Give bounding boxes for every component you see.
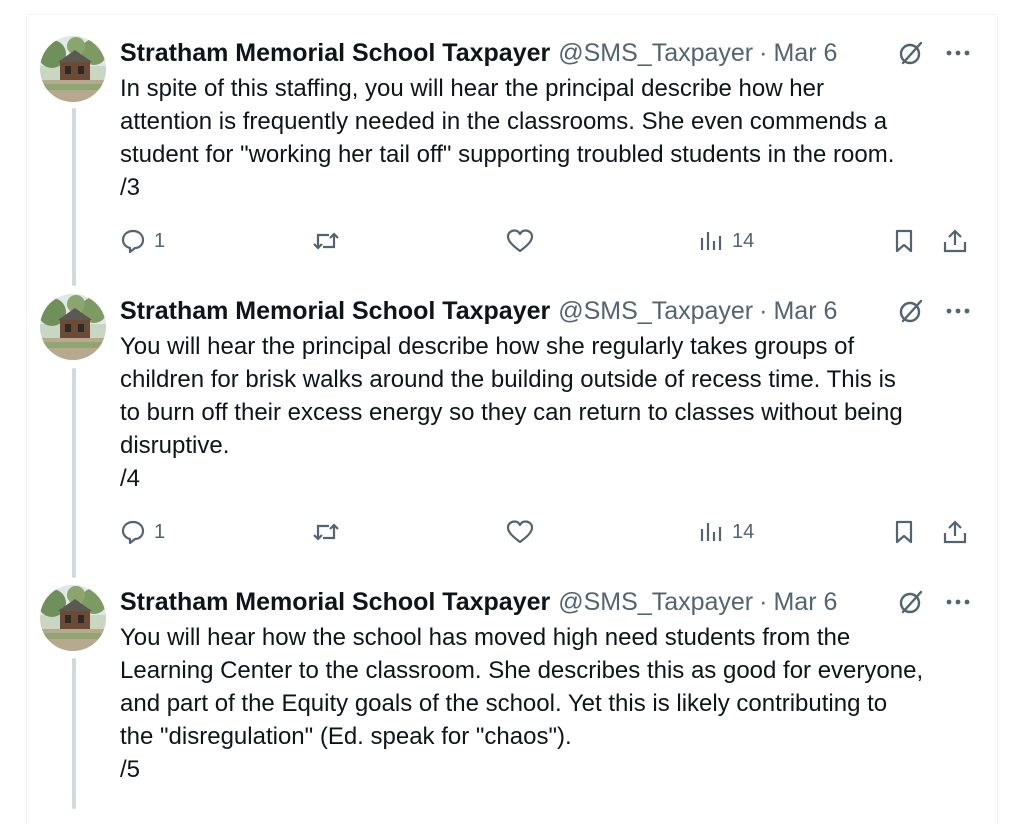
tweet-line: and part of the Equity goals of the school. Yet this is likely contributing to [120,690,888,717]
tweet-header-actions [898,294,970,328]
tweet-line: /3 [120,174,141,201]
tweet-actions [120,515,970,549]
separator: · [759,296,768,325]
tweet-header-actions [898,585,970,619]
grok-icon[interactable] [898,298,924,324]
author-handle[interactable]: @SMS_Taxpayer [558,587,754,616]
author-name[interactable]: Stratham Memorial School Taxpayer [120,296,551,325]
more-icon[interactable] [946,598,970,606]
tweet-line: /5 [120,756,141,783]
tweet-text [120,621,970,786]
tweet-actions [120,224,970,258]
bookmark-button[interactable] [892,515,916,549]
bookmark-icon [892,228,916,254]
tweet-content [120,585,970,786]
views-button[interactable] [698,515,754,549]
more-icon[interactable] [946,307,970,315]
share-icon [942,228,968,254]
tweet-date[interactable]: Mar 6 [773,587,838,616]
reply-icon [120,228,146,254]
share-icon [942,519,968,545]
avatar-image [40,294,106,360]
views-button[interactable] [698,224,754,258]
tweet-content [120,294,970,543]
author-name[interactable]: Stratham Memorial School Taxpayer [120,587,551,616]
tweet-line: Learning Center to the classroom. She describes this as good for everyone, [120,657,924,684]
tweet[interactable] [40,36,980,276]
reply-count: 1 [154,520,166,543]
avatar-image [40,585,106,651]
bookmark-button[interactable] [892,224,916,258]
tweet-date[interactable]: Mar 6 [773,296,838,325]
tweet[interactable] [40,585,980,805]
tweet-line: to burn off their excess energy so they can return to classes without being [120,399,903,426]
reply-icon [120,519,146,545]
tweet[interactable] [40,294,980,564]
avatar[interactable] [40,294,106,360]
view-count: 14 [732,229,755,252]
avatar[interactable] [40,585,106,651]
reply-button[interactable] [120,515,165,549]
like-icon [506,228,534,254]
reply-button[interactable] [120,224,165,258]
bookmark-icon [892,519,916,545]
tweet-line: disruptive. [120,432,230,459]
share-button[interactable] [942,224,968,258]
tweet-line: children for brisk walks around the building outside of recess time. This is [120,366,896,393]
tweet-content [120,36,970,252]
tweet-text [120,72,970,204]
tweet-line: attention is frequently needed in the classrooms. She even commends a [120,108,888,135]
tweet-line: You will hear how the school has moved high need students from the [120,624,851,651]
tweet-header-actions [898,36,970,70]
tweet-date[interactable]: Mar 6 [773,38,838,67]
like-icon [506,519,534,545]
views-icon [698,519,724,545]
author-handle[interactable]: @SMS_Taxpayer [558,296,754,325]
separator: · [759,587,768,616]
tweet-header [120,36,970,70]
grok-icon[interactable] [898,589,924,615]
author-handle[interactable]: @SMS_Taxpayer [558,38,754,67]
grok-icon[interactable] [898,40,924,66]
like-button[interactable] [506,224,542,258]
author-name[interactable]: Stratham Memorial School Taxpayer [120,38,551,67]
avatar[interactable] [40,36,106,102]
repost-icon [312,519,340,545]
tweet-line: You will hear the principal describe how she regularly takes groups of [120,333,855,360]
repost-button[interactable] [312,224,348,258]
separator: · [759,38,768,67]
tweet-line: the "disregulation" (Ed. speak for "chaos"). [120,723,572,750]
view-count: 14 [732,520,755,543]
tweet-line: /4 [120,465,141,492]
like-button[interactable] [506,515,542,549]
share-button[interactable] [942,515,968,549]
tweet-line: In spite of this staffing, you will hear the principal describe how her [120,75,824,102]
tweet-text [120,330,970,495]
views-icon [698,228,724,254]
tweet-header [120,585,970,619]
reply-count: 1 [154,229,166,252]
tweet-line: student for "working her tail off" supporting troubled students in the room. [120,141,895,168]
avatar-image [40,36,106,102]
more-icon[interactable] [946,49,970,57]
repost-icon [312,228,340,254]
tweet-header [120,294,970,328]
repost-button[interactable] [312,515,348,549]
